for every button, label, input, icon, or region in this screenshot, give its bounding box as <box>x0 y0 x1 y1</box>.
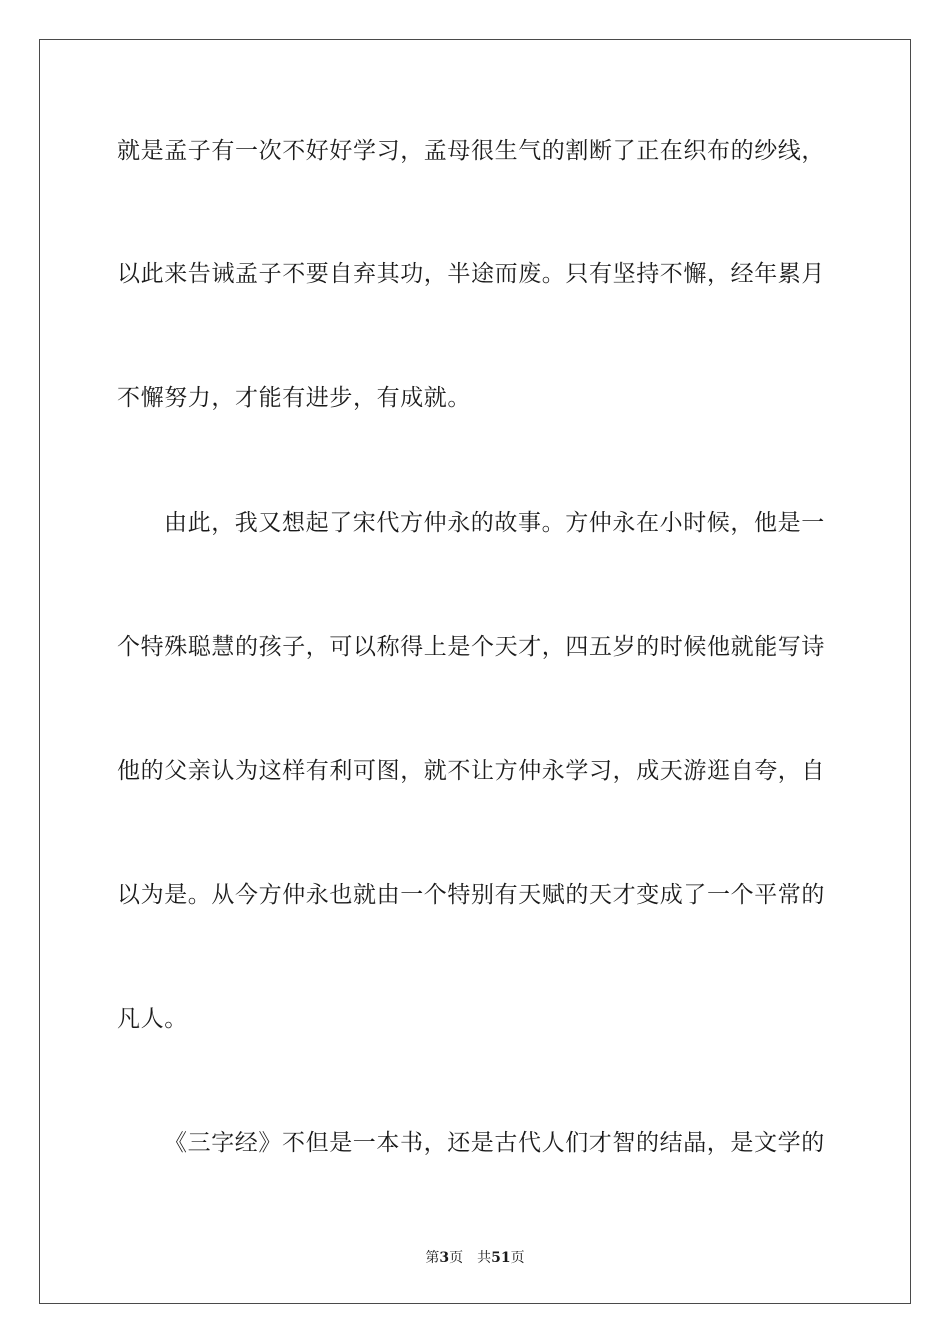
paragraph-start-line-9: 《三字经》不但是一本书，还是古代人们才智的结晶，是文学的 <box>164 1130 825 1156</box>
body-text-line-5: 个特殊聪慧的孩子，可以称得上是个天才，四五岁的时候他就能写诗 <box>117 634 825 660</box>
paragraph-start-line-4: 由此，我又想起了宋代方仲永的故事。方仲永在小时候，他是一 <box>164 510 825 536</box>
body-text-line-8: 凡人。 <box>117 1006 188 1032</box>
body-text-line-2: 以此来告诫孟子不要自弃其功，半途而废。只有坚持不懈，经年累月 <box>117 261 825 287</box>
page-prefix: 第 <box>425 1250 440 1266</box>
total-prefix: 共 <box>477 1250 492 1266</box>
body-text-line-7: 以为是。从今方仲永也就由一个特别有天赋的天才变成了一个平常的 <box>117 882 825 908</box>
body-text-line-3: 不懈努力，才能有进步，有成就。 <box>117 385 471 411</box>
page-suffix: 页 <box>449 1250 464 1266</box>
page-footer <box>0 1249 950 1267</box>
total-suffix: 页 <box>510 1250 525 1266</box>
page-number: 3 <box>439 1250 450 1266</box>
body-text-line-6: 他的父亲认为这样有利可图，就不让方仲永学习，成天游逛自夸，自 <box>117 758 825 784</box>
page-border <box>39 39 911 1304</box>
body-text-line-1: 就是孟子有一次不好好学习，孟母很生气的割断了正在织布的纱线， <box>117 138 825 164</box>
total-pages: 51 <box>491 1250 511 1266</box>
